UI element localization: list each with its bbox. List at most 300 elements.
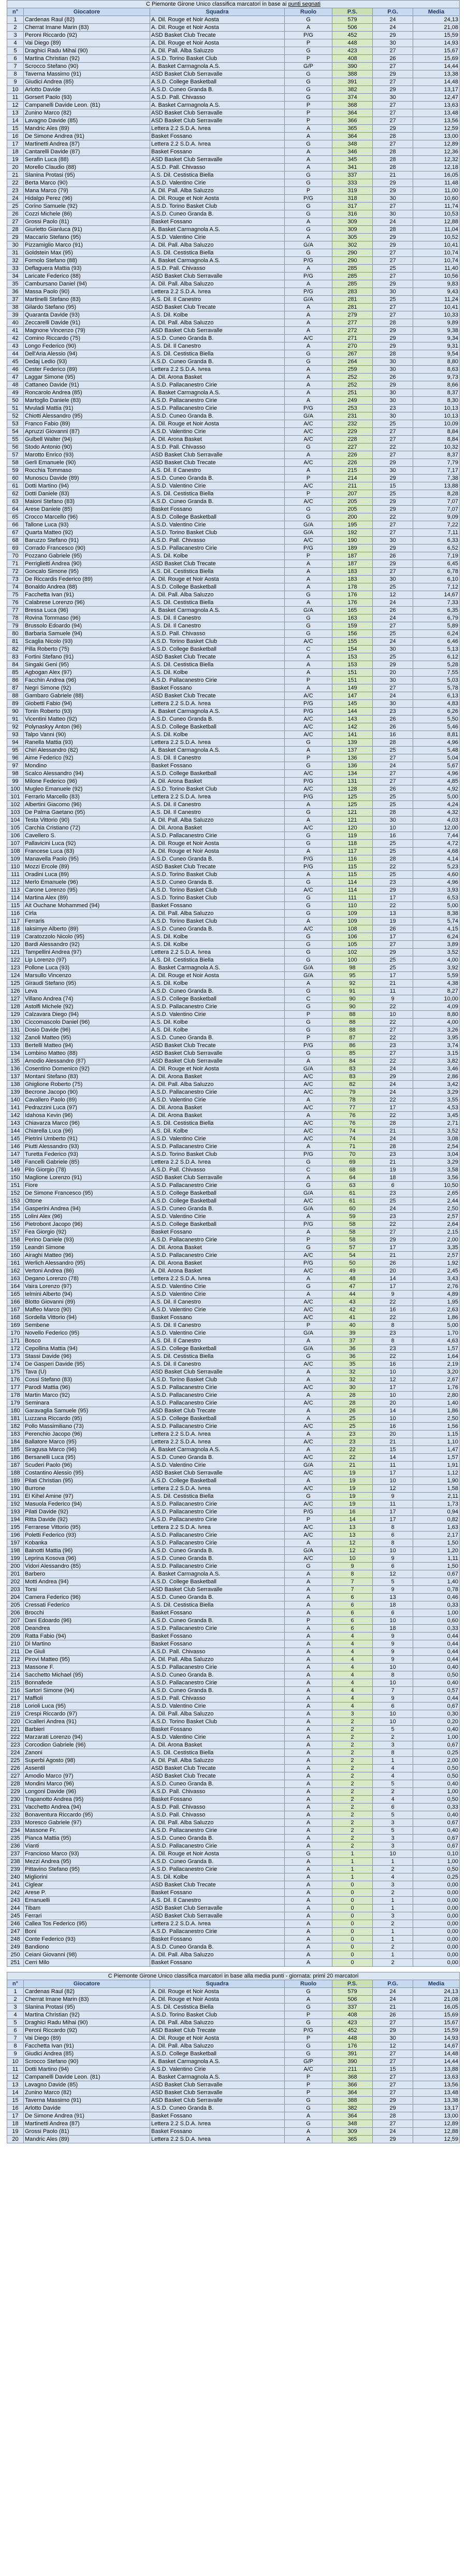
games-cell: 6	[373, 1702, 413, 1710]
player-cell: Fornolo Stefano (88)	[24, 257, 150, 265]
points-cell: 70	[332, 1151, 373, 1158]
team-cell: A.S. Dil. Kolbe	[150, 1019, 285, 1026]
role-cell: A/C	[285, 1485, 332, 1493]
average-cell: 1,70	[413, 1329, 460, 1337]
table-row	[7, 2011, 460, 2019]
role-cell: A	[285, 1757, 332, 1765]
points-cell: 316	[332, 210, 373, 218]
player-cell: Cardenas Raul (82)	[24, 16, 150, 24]
team-cell: A.S. Dil. Il Canestro	[150, 1322, 285, 1329]
table-row	[7, 1190, 460, 1197]
table-row	[7, 677, 460, 684]
role-cell: A	[285, 1291, 332, 1298]
average-cell: 1,15	[413, 1430, 460, 1438]
average-cell: 13,63	[413, 2073, 460, 2081]
table-row	[7, 918, 460, 925]
rank-cell: 209	[7, 1633, 24, 1640]
table-row	[7, 1236, 460, 1244]
rank-cell: 244	[7, 1905, 24, 1912]
average-cell: 0,60	[413, 1617, 460, 1625]
games-cell: 29	[373, 241, 413, 249]
role-cell: P/G	[285, 273, 332, 280]
team-cell: A.S.D. Cuneo Granda B.	[150, 1943, 285, 1951]
table-row	[7, 39, 460, 47]
table-row	[7, 1749, 460, 1757]
games-cell: 1	[373, 1905, 413, 1912]
role-cell: A	[285, 1430, 332, 1438]
role-cell: P	[285, 2081, 332, 2089]
points-cell: 423	[332, 2019, 373, 2027]
games-cell: 18	[373, 1625, 413, 1633]
table-row	[7, 2128, 460, 2136]
team-cell: A.S.D. Valentino Cirie	[150, 428, 285, 436]
games-cell: 3	[373, 1741, 413, 1749]
team-cell: A.S. Dil. Il Canestro	[150, 1897, 285, 1905]
rank-cell: 25	[7, 203, 24, 210]
games-cell: 2	[373, 1959, 413, 1967]
role-cell: G	[285, 1050, 332, 1057]
team-cell: A.S.D. Valentino Cirie	[150, 1462, 285, 1469]
role-cell: G/P	[285, 2058, 332, 2066]
player-cell: Ritta Davide (92)	[24, 1516, 150, 1524]
player-cell: Perino Daniele (93)	[24, 1236, 150, 1244]
table-row	[7, 1625, 460, 1633]
table-row	[7, 591, 460, 599]
average-cell: 0,67	[413, 1835, 460, 1842]
player-cell: Poletti Federico (93)	[24, 1532, 150, 1539]
team-cell: A.S.D. Torino Basket Club	[150, 529, 285, 537]
table-row	[7, 809, 460, 817]
rank-cell: 221	[7, 1726, 24, 1734]
player-cell: Sartori Simone (94)	[24, 1687, 150, 1695]
player-cell: Apruzzi Giovanni (87)	[24, 428, 150, 436]
team-cell: A.S.D. Pall. Chivasso	[150, 537, 285, 545]
average-cell: 9,31	[413, 342, 460, 350]
table-row	[7, 389, 460, 397]
rank-cell: 113	[7, 886, 24, 894]
team-cell: A.S.D. Cuneo Granda B.	[150, 855, 285, 863]
points-cell: 54	[332, 1252, 373, 1260]
table-row	[7, 1306, 460, 1314]
player-cell: Villano Andrea (74)	[24, 995, 150, 1003]
player-cell: Barbieri	[24, 1726, 150, 1734]
points-cell: 145	[332, 700, 373, 708]
rank-cell: 54	[7, 428, 24, 436]
points-cell: 151	[332, 677, 373, 684]
player-cell: Conte Federico (93)	[24, 1936, 150, 1943]
table-row	[7, 855, 460, 863]
player-cell: Goldstein Max (95)	[24, 249, 150, 257]
games-cell: 14	[373, 1454, 413, 1462]
games-cell: 10	[373, 1679, 413, 1687]
col-team: Squadra	[150, 1980, 285, 1988]
role-cell: A	[285, 1687, 332, 1695]
rank-cell: 45	[7, 358, 24, 366]
games-cell: 5	[373, 1827, 413, 1835]
table-row	[7, 2120, 460, 2128]
player-cell: Gasperini Andrea (94)	[24, 1205, 150, 1213]
games-cell: 30	[373, 646, 413, 653]
average-cell: 3,56	[413, 1174, 460, 1182]
average-cell: 0,10	[413, 1850, 460, 1858]
player-cell: De Giuli	[24, 1648, 150, 1656]
average-cell: 8,37	[413, 389, 460, 397]
average-cell: 2,15	[413, 1228, 460, 1236]
games-cell: 27	[373, 2050, 413, 2058]
points-cell: 205	[332, 506, 373, 513]
average-cell: 3,74	[413, 1042, 460, 1050]
role-cell: G	[285, 1850, 332, 1858]
average-cell: 4,83	[413, 700, 460, 708]
role-cell: A	[285, 1656, 332, 1664]
role-cell: A	[285, 1702, 332, 1710]
player-cell: Perriglietti Andrea (90)	[24, 560, 150, 568]
games-cell: 9	[373, 995, 413, 1003]
table-row	[7, 1469, 460, 1477]
team-cell: A.S.D. Pallacanestro Cirie	[150, 1236, 285, 1244]
rank-cell: 223	[7, 1741, 24, 1749]
table-title-link[interactable]: punti segnati	[288, 1, 321, 7]
table-row	[7, 1042, 460, 1050]
rank-cell: 249	[7, 1943, 24, 1951]
role-cell: A	[285, 2128, 332, 2136]
average-cell: 5,13	[413, 646, 460, 653]
rank-cell: 67	[7, 529, 24, 537]
role-cell: A	[285, 148, 332, 156]
table-row	[7, 1734, 460, 1741]
team-cell: A.S.D. College Basketball	[150, 1221, 285, 1228]
team-cell: A.S.D. Valentino Cirie	[150, 1135, 285, 1143]
table-row	[7, 886, 460, 894]
role-cell: A	[285, 1609, 332, 1617]
table-row	[7, 1920, 460, 1928]
role-cell: A	[285, 1578, 332, 1586]
games-cell: 12	[373, 2042, 413, 2050]
average-cell: 0,25	[413, 1873, 460, 1881]
rank-cell: 127	[7, 995, 24, 1003]
average-cell: 0,00	[413, 1928, 460, 1936]
points-cell: 4	[332, 1664, 373, 1671]
team-cell: A.S.D. Torino Basket Club	[150, 1376, 285, 1384]
col-points-scored: P.S.	[332, 8, 373, 16]
rank-cell: 55	[7, 436, 24, 443]
table-row	[7, 1322, 460, 1329]
role-cell: A	[285, 1228, 332, 1236]
rank-cell: 179	[7, 1399, 24, 1407]
page	[7, 0, 459, 2143]
games-cell: 30	[373, 195, 413, 203]
team-cell: A.S.D. Pall. Chivasso	[150, 443, 285, 451]
points-cell: 8	[332, 1570, 373, 1578]
player-cell: Carone Lorenzo (95)	[24, 886, 150, 894]
table-row	[7, 1741, 460, 1749]
player-cell: Corcodion Gabriele (96)	[24, 1741, 150, 1749]
team-cell: A. Dil. Pall. Alba Saluzzo	[150, 1819, 285, 1827]
team-cell: Lettera 2.2 S.D.A. Ivrea	[150, 1438, 285, 1446]
rank-cell: 81	[7, 638, 24, 646]
player-cell: Carchia Cristiano (72)	[24, 824, 150, 832]
rank-cell: 92	[7, 723, 24, 731]
games-cell: 17	[373, 972, 413, 980]
table-row	[7, 265, 460, 273]
games-cell: 12	[373, 1376, 413, 1384]
team-cell: A. Dil. Arona Basket	[150, 1260, 285, 1267]
table-row	[7, 762, 460, 770]
table-row	[7, 692, 460, 700]
role-cell: A/C	[285, 1298, 332, 1306]
table-row	[7, 1073, 460, 1081]
rank-cell: 85	[7, 669, 24, 677]
games-cell: 22	[373, 1034, 413, 1042]
rank-cell: 175	[7, 1368, 24, 1376]
team-cell: ASD Basket Club Serravalle	[150, 109, 285, 117]
games-cell: 29	[373, 327, 413, 335]
role-cell: G	[285, 513, 332, 521]
role-cell: G	[285, 16, 332, 24]
games-cell: 27	[373, 273, 413, 280]
rank-cell: 230	[7, 1796, 24, 1804]
points-cell: 364	[332, 2089, 373, 2097]
player-cell: Corino Samuele (92)	[24, 203, 150, 210]
games-cell: 27	[373, 63, 413, 70]
role-cell: A/C	[285, 824, 332, 832]
team-cell: A.S.D. Torino Basket Club	[150, 785, 285, 793]
role-cell: A/C	[285, 1524, 332, 1532]
points-cell: 39	[332, 1329, 373, 1337]
role-cell: G	[285, 840, 332, 848]
table-row	[7, 1143, 460, 1151]
table-row	[7, 1368, 460, 1376]
average-cell: 10,50	[413, 1182, 460, 1190]
points-cell: 2	[332, 1726, 373, 1734]
average-cell: 0,00	[413, 1959, 460, 1967]
points-cell: 92	[332, 980, 373, 988]
role-cell: A	[285, 1601, 332, 1609]
rank-cell: 71	[7, 560, 24, 568]
rank-cell: 153	[7, 1197, 24, 1205]
rank-cell: 105	[7, 824, 24, 832]
rank-cell: 190	[7, 1485, 24, 1493]
role-cell: A/C	[285, 537, 332, 545]
average-cell: 10,00	[413, 995, 460, 1003]
games-cell: 28	[373, 350, 413, 358]
role-cell: G	[285, 956, 332, 964]
team-cell: A. Basket Carmagnola A.S.	[150, 2073, 285, 2081]
average-cell: 0,50	[413, 1765, 460, 1772]
role-cell: G	[285, 1026, 332, 1034]
team-cell: A. Dil. Pall. Alba Saluzzo	[150, 241, 285, 249]
rank-cell: 201	[7, 1570, 24, 1578]
table-row	[7, 2035, 460, 2042]
team-cell: A. Basket Carmagnola A.S.	[150, 2058, 285, 2066]
games-cell: 27	[373, 311, 413, 319]
table-row	[7, 1508, 460, 1516]
role-cell: G	[285, 2042, 332, 2050]
rank-cell: 115	[7, 902, 24, 910]
team-cell: A.S. Dil. Cestistica Biella	[150, 1601, 285, 1609]
rank-cell: 111	[7, 871, 24, 879]
role-cell: A/C	[285, 498, 332, 506]
role-cell: A	[285, 265, 332, 273]
player-cell: Martina Christian (92)	[24, 2011, 150, 2019]
role-cell: A	[285, 1679, 332, 1687]
average-cell: 3,92	[413, 964, 460, 972]
role-cell: P	[285, 39, 332, 47]
rank-cell: 19	[7, 156, 24, 164]
points-cell: 153	[332, 653, 373, 661]
table-row	[7, 1438, 460, 1446]
team-cell: A.S. Dil. Kolbe	[150, 731, 285, 739]
games-cell: 26	[373, 55, 413, 63]
rank-cell: 26	[7, 210, 24, 218]
rank-cell: 206	[7, 1609, 24, 1617]
player-cell: Martina Christian (92)	[24, 55, 150, 63]
games-cell: 26	[373, 715, 413, 723]
team-cell: A. Dil. Arona Basket	[150, 1104, 285, 1112]
average-cell: 7,79	[413, 459, 460, 467]
rank-cell: 40	[7, 319, 24, 327]
points-cell: 227	[332, 443, 373, 451]
role-cell: G	[285, 832, 332, 840]
games-cell: 21	[373, 1438, 413, 1446]
team-cell: A.S.D. Torino Basket Club	[150, 1718, 285, 1726]
role-cell: G	[285, 910, 332, 918]
rank-cell: 211	[7, 1648, 24, 1656]
role-cell: G	[285, 1493, 332, 1500]
games-cell: 16	[373, 1306, 413, 1314]
role-cell: A	[285, 871, 332, 879]
rank-cell: 73	[7, 576, 24, 583]
games-cell: 10	[373, 1617, 413, 1625]
games-cell: 5	[373, 1780, 413, 1788]
average-cell: 6,33	[413, 537, 460, 545]
table-row	[7, 1804, 460, 1811]
games-cell: 28	[373, 739, 413, 747]
average-cell: 12,88	[413, 2128, 460, 2136]
average-cell: 4,96	[413, 879, 460, 886]
role-cell: A/C	[285, 692, 332, 700]
role-cell: A	[285, 1695, 332, 1702]
role-cell: P	[285, 2011, 332, 2019]
team-cell: A.S.D. Valentino Cirie	[150, 1329, 285, 1337]
rank-cell: 156	[7, 1221, 24, 1228]
rank-cell: 69	[7, 545, 24, 552]
points-cell: 285	[332, 265, 373, 273]
rank-cell: 204	[7, 1594, 24, 1601]
player-cell: Costantino Alessio (95)	[24, 1469, 150, 1477]
points-cell: 364	[332, 109, 373, 117]
player-cell: Franco Fabio (89)	[24, 420, 150, 428]
col-role: Ruolo	[285, 8, 332, 16]
table-row	[7, 552, 460, 560]
points-cell: 176	[332, 2042, 373, 2050]
points-cell: 109	[332, 910, 373, 918]
rank-cell: 52	[7, 412, 24, 420]
team-cell: A.S.D. Cuneo Granda B.	[150, 1034, 285, 1042]
player-cell: Zeccarelli Davide (91)	[24, 319, 150, 327]
average-cell: 2,45	[413, 1267, 460, 1275]
average-cell: 1,00	[413, 1788, 460, 1796]
table-row	[7, 1687, 460, 1695]
team-cell: A.S.D. Cuneo Granda B.	[150, 1780, 285, 1788]
games-cell: 30	[373, 2035, 413, 2042]
average-cell: 4,15	[413, 925, 460, 933]
table-row	[7, 1988, 460, 1996]
rank-cell: 99	[7, 778, 24, 785]
role-cell: C	[285, 995, 332, 1003]
team-cell: A.S. Dil. Cestistica Biella	[150, 956, 285, 964]
rank-cell: 102	[7, 801, 24, 809]
table-row	[7, 1399, 460, 1407]
role-cell: A	[285, 389, 332, 397]
rank-cell: 118	[7, 925, 24, 933]
player-cell: El Kihel Amine (97)	[24, 1493, 150, 1500]
rank-cell: 9	[7, 2050, 24, 2058]
games-cell: 25	[373, 296, 413, 304]
average-cell: 24,13	[413, 1988, 460, 1996]
rank-cell: 51	[7, 405, 24, 412]
team-cell: A.S.D. College Basketball	[150, 78, 285, 86]
points-cell: 423	[332, 47, 373, 55]
games-cell: 27	[373, 2081, 413, 2089]
games-cell: 29	[373, 506, 413, 513]
team-cell: Basket Fossano	[150, 1889, 285, 1897]
player-cell: Slanina Protasi (95)	[24, 2003, 150, 2011]
points-cell: 0	[332, 1912, 373, 1920]
games-cell: 26	[373, 925, 413, 933]
rank-cell: 60	[7, 475, 24, 482]
player-cell: Turetta Federico (93)	[24, 1151, 150, 1158]
games-cell: 13	[373, 910, 413, 918]
games-cell: 22	[373, 513, 413, 521]
player-cell: Vidori Alessandro (85)	[24, 1563, 150, 1570]
points-cell: 178	[332, 583, 373, 591]
rank-cell: 63	[7, 498, 24, 506]
player-cell: Grossi Paolo (81)	[24, 2128, 150, 2136]
average-cell: 5,46	[413, 723, 460, 731]
average-cell: 4,03	[413, 817, 460, 824]
player-cell: Oradini Luca (89)	[24, 871, 150, 879]
table-row	[7, 1827, 460, 1835]
team-cell: A.S.D. Pallacanestro Cirie	[150, 545, 285, 552]
rank-cell: 188	[7, 1469, 24, 1477]
team-cell: ASD Basket Club Trecate	[150, 2027, 285, 2035]
average-cell: 1,64	[413, 1353, 460, 1361]
table-row	[7, 817, 460, 824]
player-cell: Bandiono	[24, 1943, 150, 1951]
average-cell: 11,24	[413, 296, 460, 304]
rank-cell: 246	[7, 1920, 24, 1928]
team-cell: Lettera 2.2 S.D.A. Ivrea	[150, 2136, 285, 2143]
games-cell: 29	[373, 179, 413, 187]
role-cell: A	[285, 817, 332, 824]
role-cell: A	[285, 1586, 332, 1594]
table-row	[7, 140, 460, 148]
col-average: Media	[413, 8, 460, 16]
team-cell: ASD Basket Club Serravalle	[150, 273, 285, 280]
games-cell: 11	[373, 1462, 413, 1469]
table-row	[7, 451, 460, 459]
table-row	[7, 1221, 460, 1228]
points-cell: 0	[332, 1936, 373, 1943]
role-cell: G	[285, 1003, 332, 1011]
average-cell: 13,88	[413, 2066, 460, 2073]
team-cell: A.S.D. Valentino Cirie	[150, 1213, 285, 1221]
table-row	[7, 1283, 460, 1291]
table-row	[7, 1912, 460, 1920]
player-cell: Sembene	[24, 1322, 150, 1329]
player-cell: Martoglio Daniele (83)	[24, 397, 150, 405]
